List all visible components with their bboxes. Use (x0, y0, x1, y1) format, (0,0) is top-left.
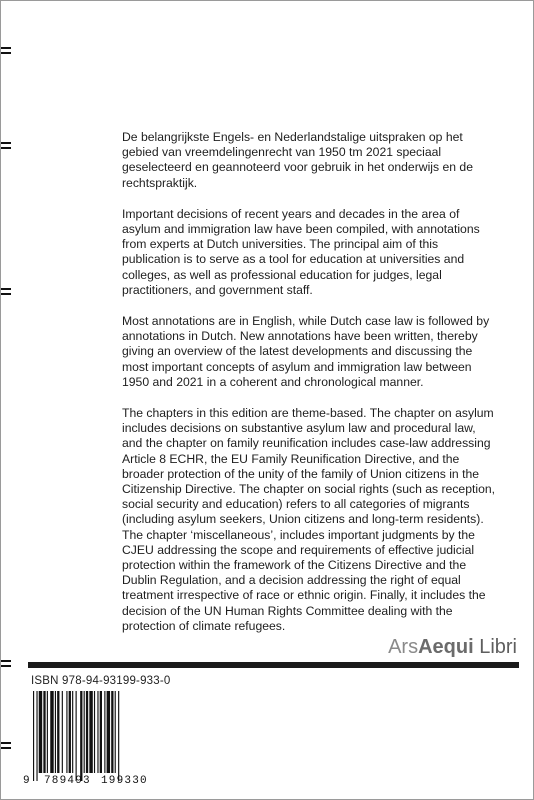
logo-libri: Libri (473, 636, 517, 658)
cut-mark (1, 47, 11, 54)
logo-ars: Ars (388, 636, 419, 658)
logo-aequi: Aequi (418, 636, 474, 658)
isbn-text: ISBN 978-94-93199-933-0 (31, 675, 171, 687)
blurb-paragraph-dutch: De belangrijkste Engels- en Nederlandstalige uitspraken op het gebied van vreemdelingenrecht van 1950 tm 2021 speciaal geselecteerd en geannoteerd voor gebruik in het onderwijs en de rechtspraktijk. (122, 130, 473, 190)
barcode-right-digits: 199330 (101, 775, 148, 787)
isbn-barcode (31, 691, 159, 783)
cut-mark (1, 742, 11, 749)
publisher-logo (388, 634, 517, 660)
barcode-left-digits: 789493 (44, 775, 91, 787)
blurb-paragraph-annotations: Most annotations are in English, while Dutch case law is followed by annotations in Dutch. New annotations have been written, thereby giving an overview of the latest developments and discussing the most important concepts of asylum and immigration law between 1950 and 2021 in a coherent and chronological manner. (122, 314, 490, 389)
blurb-paragraph-intro: Important decisions of recent years and decades in the area of asylum and immigration law have been compiled, with annotations from experts at Dutch universities. The principal aim of this publication is to serve as a tool for education at universities and colleges, as well as professional education for judges, legal practitioners, and government staff. (122, 206, 480, 297)
barcode-first-digit: 9 (23, 775, 30, 787)
cut-mark (1, 660, 11, 667)
cut-mark (1, 288, 11, 295)
blurb-paragraph-chapters: The chapters in this edition are theme-based. The chapter on asylum includes decisions on substantive asylum law and procedural law, and the chapter on family reunification includes case-law addressing Article 8 ECHR, the EU Family Reunification Directive, and the broader protection of the unity of the family of Union citizens in the Citizenship Directive. The chapter on social rights (such as reception, social security and education) refers to all categories of migrants (including asylum seekers, Union citizens and long-term residents). The chapter ‘miscellaneous’, includes important judgments by the CJEU addressing the scope and requirements of effective judicial protection within the framework of the Citizens Directive and the Dublin Regulation, and a decision addressing the right of equal treatment irrespective of race or ethnic origin. Finally, it includes the decision of the UN Human Rights Committee dealing with the protection of climate refugees. (122, 406, 496, 633)
blurb-text (122, 130, 497, 650)
cut-mark (1, 142, 11, 149)
divider-bar (28, 662, 519, 668)
